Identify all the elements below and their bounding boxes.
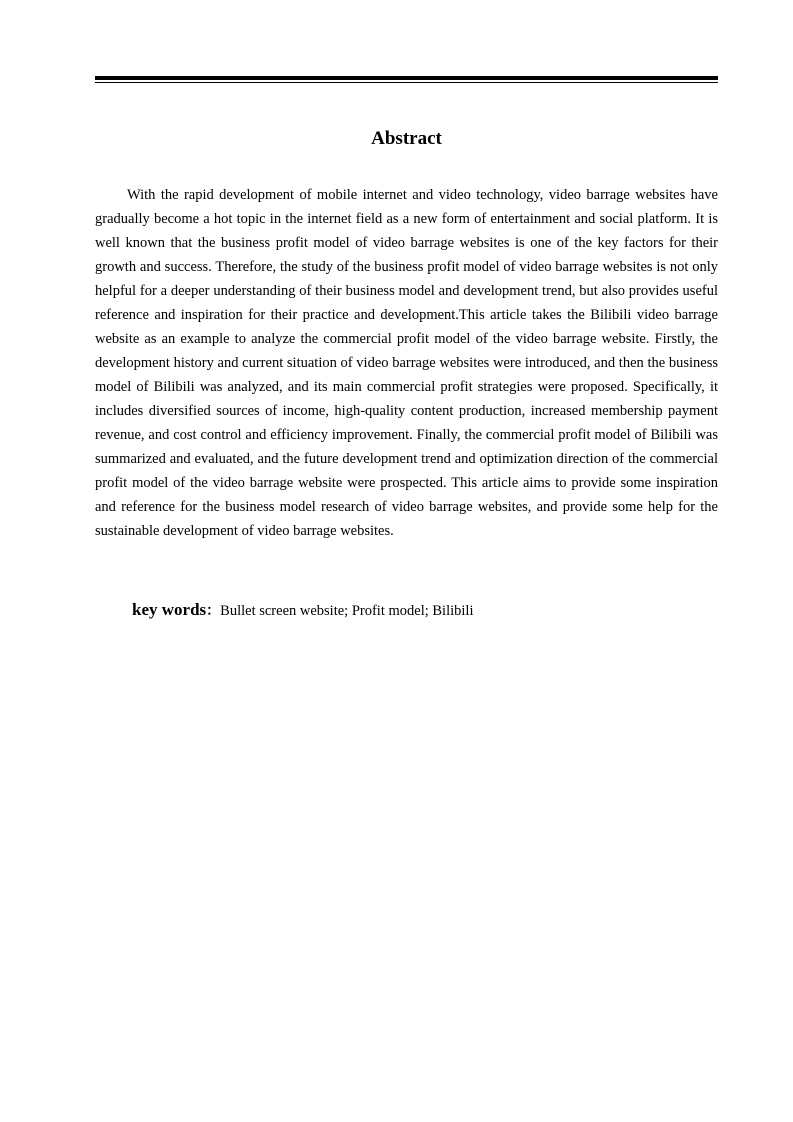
abstract-title: Abstract [371,128,442,149]
header-double-rule [95,76,718,83]
abstract-paragraph: With the rapid development of mobile internet and video technology, video barrage websites have gradually become a hot topic in the internet field as a new form of entertainment and social platform. It is well known that the business profit model of video barrage websites is one of the key factors for their growth and success. Therefore, the study of the business profit model of video barrage websites is not only helpful for a deeper understanding of their business model and development trend, but also provides useful reference and inspiration for their practice and development.This article takes the Bilibili video barrage website as an example to analyze the commercial profit model of the video barrage website. Firstly, the development history and current situation of video barrage websites were introduced, and then the business model of Bilibili was analyzed, and its main commercial profit strategies were proposed. Specifically, it includes diversified sources of income, high-quality content production, increased membership payment revenue, and cost control and efficiency improvement. Finally, the commercial profit model of Bilibili was summarized and evaluated, and the future development trend and optimization direction of the commercial profit model of the video barrage website were prospected. This article aims to provide some inspiration and reference for the business model research of video barrage websites, and provide some help for the sustainable development of video barrage websites. [95,187,718,539]
keywords-separator: ： [206,604,221,619]
keywords-list: Bullet screen website; Profit model; Bilibili [220,603,474,619]
header-rule-thick [95,76,718,80]
keywords-label: key words [132,600,207,619]
keywords-line [95,598,718,624]
header-rule-thin [95,82,718,83]
